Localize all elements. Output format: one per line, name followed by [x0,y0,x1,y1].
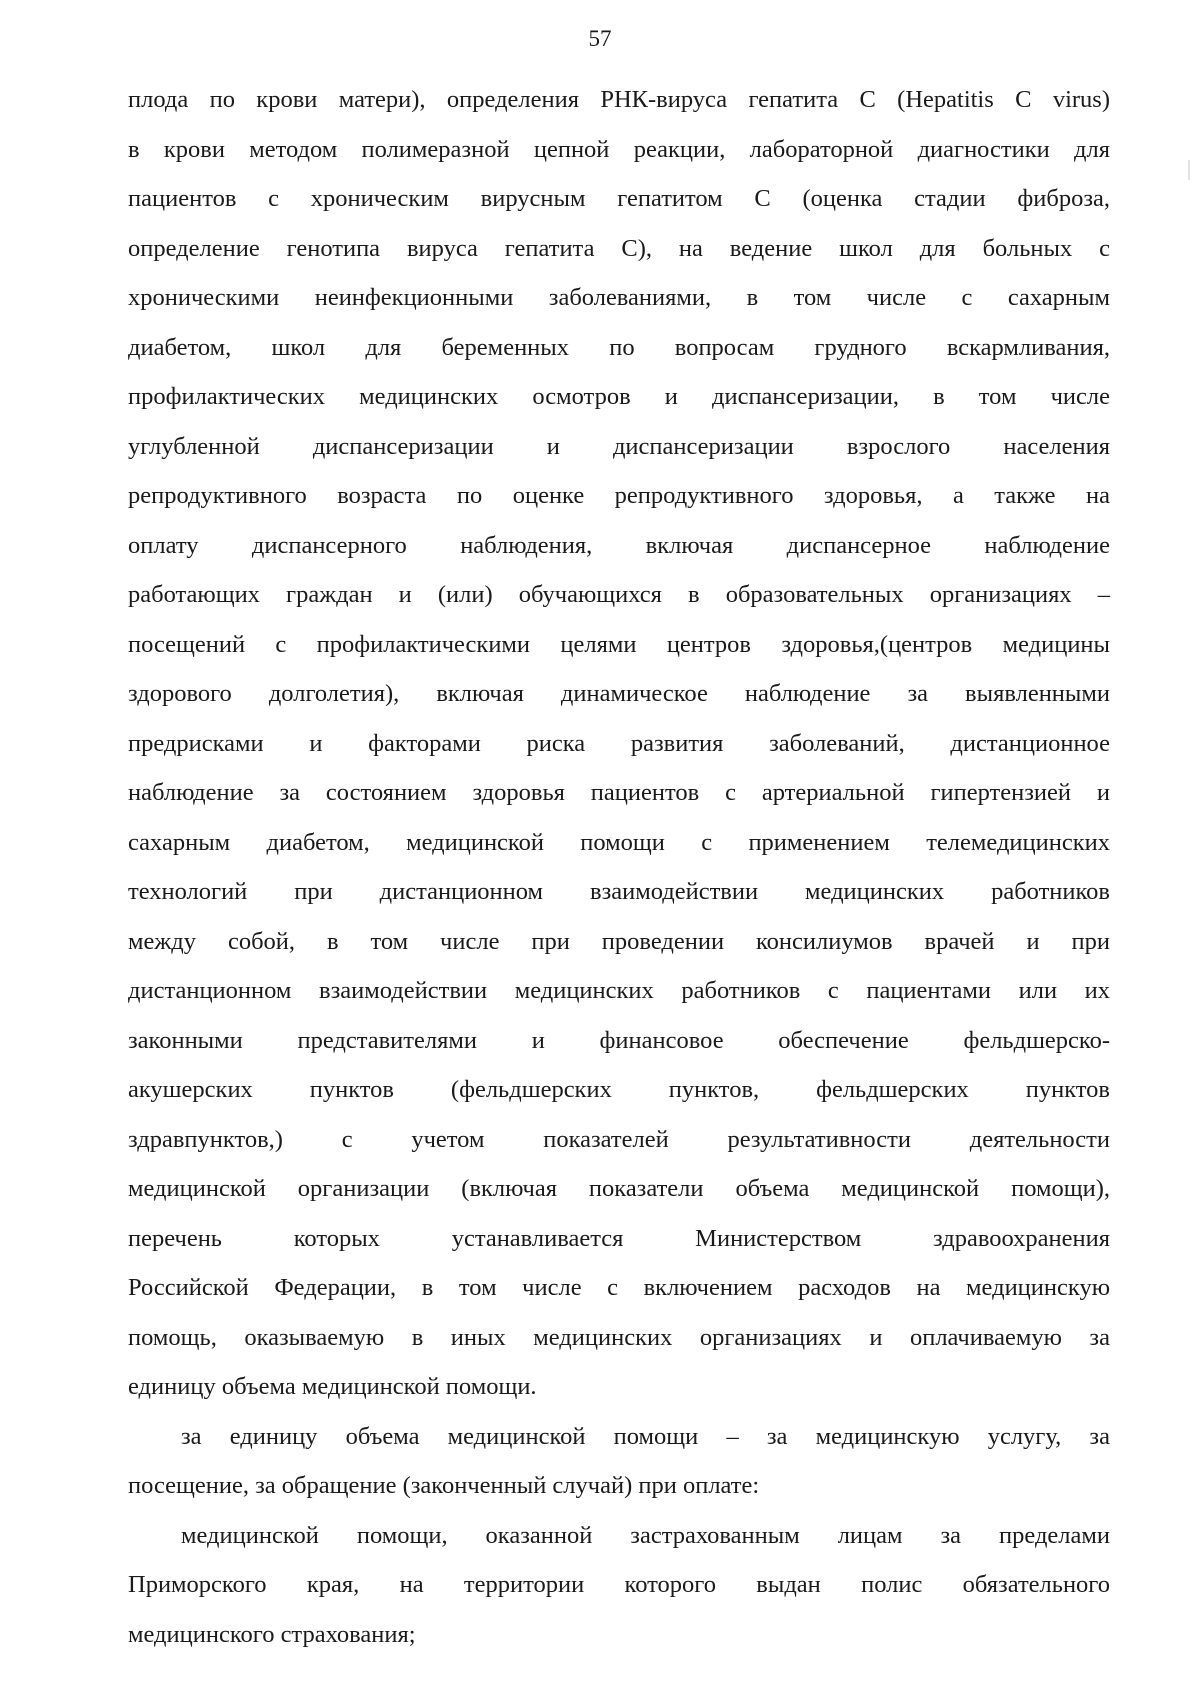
text-line: определение генотипа вируса гепатита С), на ведение школ для больных с [128,234,1110,262]
paragraph-1 [128,75,1110,1412]
text-line: медицинского страхования; [128,1620,416,1648]
text-line: за единицу объема медицинской помощи – за медицинскую услугу, за [181,1422,1110,1450]
text-line: посещение, за обращение (законченный случай) при оплате: [128,1472,760,1499]
page-number: 57 [588,26,612,51]
text-line: законными представителями и финансовое обеспечение фельдшерско- [128,1026,1110,1054]
paragraph-3 [128,1511,1110,1660]
text-line: здравпунктов,) с учетом показателей результативности деятельности [128,1125,1110,1153]
text-line: плода по крови матери), определения РНК-вируса гепатита С (Hepatitis C virus) [128,86,1110,113]
text-line: единицу объема медицинской помощи. [128,1373,537,1400]
text-line: диабетом, школ для беременных по вопросам грудного вскармливания, [128,333,1110,361]
text-line: предрисками и факторами риска развития заболеваний, дистанционное [128,729,1110,757]
text-line: углубленной диспансеризации и диспансеризации взрослого населения [128,432,1110,460]
text-line: перечень которых устанавливается Министерством здравоохранения [128,1224,1110,1252]
text-line: медицинской помощи, оказанной застрахованным лицам за пределами [181,1521,1110,1549]
text-line: сахарным диабетом, медицинской помощи с применением телемедицинских [128,828,1110,856]
text-line: между собой, в том числе при проведении консилиумов врачей и при [128,927,1110,955]
scan-edge-mark [1188,160,1190,180]
text-line: помощь, оказываемую в иных медицинских организациях и оплачиваемую за [128,1323,1110,1351]
text-line: Российской Федерации, в том числе с включением расходов на медицинскую [128,1274,1110,1301]
text-line: профилактических медицинских осмотров и диспансеризации, в том числе [128,383,1110,410]
text-line: акушерских пунктов (фельдшерских пунктов, фельдшерских пунктов [128,1076,1110,1103]
text-line: оплату диспансерного наблюдения, включая диспансерное наблюдение [128,531,1110,559]
text-line: наблюдение за состоянием здоровья пациентов с артериальной гипертензией и [128,779,1110,806]
text-line: репродуктивного возраста по оценке репродуктивного здоровья, а также на [128,482,1110,509]
text-line: дистанционном взаимодействии медицинских работников с пациентами или их [128,977,1110,1004]
text-line: здорового долголетия), включая динамическое наблюдение за выявленными [128,680,1110,707]
text-line: пациентов с хроническим вирусным гепатитом С (оценка стадии фиброза, [128,185,1110,212]
text-line: Приморского края, на территории которого выдан полис обязательного [128,1571,1110,1598]
text-line: посещений с профилактическими целями центров здоровья,(центров медицины [128,630,1110,658]
text-line: технологий при дистанционном взаимодействии медицинских работников [128,878,1110,905]
text-line: медицинской организации (включая показатели объема медицинской помощи), [128,1175,1110,1202]
text-line: работающих граждан и (или) обучающихся в образовательных организациях – [128,581,1110,608]
document-body [128,75,1110,1659]
text-line: хроническими неинфекционными заболеваниями, в том числе с сахарным [128,284,1110,311]
text-line: в крови методом полимеразной цепной реакции, лабораторной диагностики для [128,135,1110,163]
paragraph-2 [128,1412,1110,1511]
